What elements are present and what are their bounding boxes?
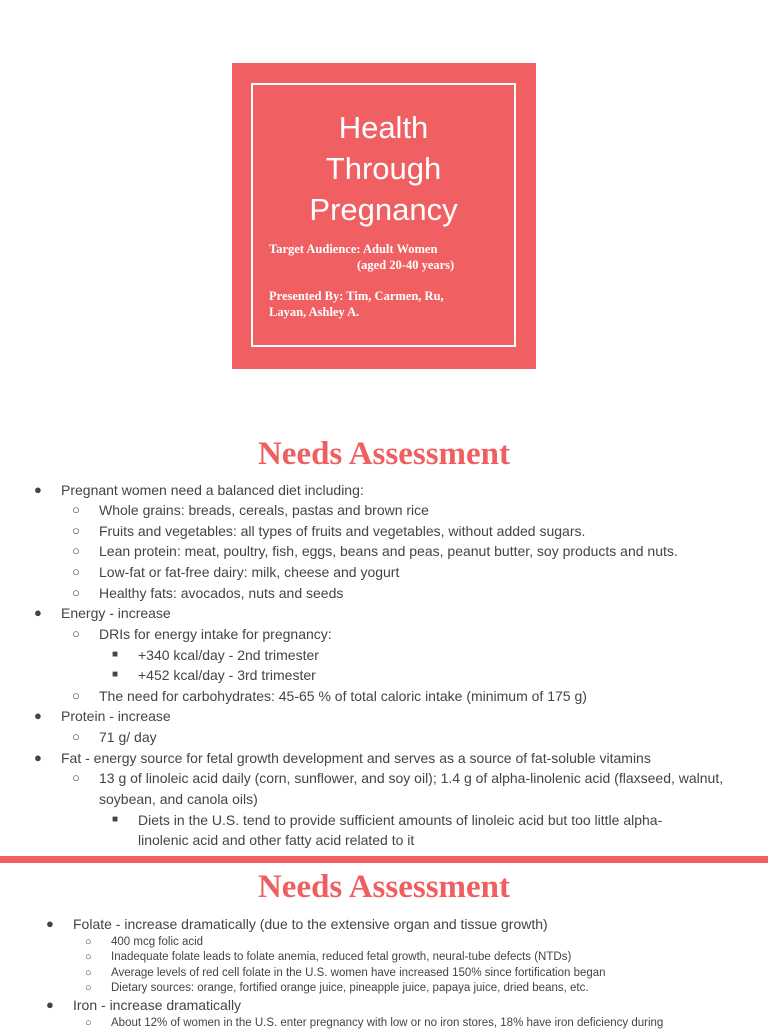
bullet-hollow: ○ — [72, 729, 80, 744]
bullet-hollow: ○ — [85, 951, 92, 963]
bullet-hollow: ○ — [72, 543, 80, 558]
list-item: Inadequate folate leads to folate anemia, reduced fetal growth, neural-tube defects (NTDs) — [111, 951, 572, 963]
list-item-continued: linolenic acid and other fatty acid related to it — [138, 832, 415, 848]
list-item: DRIs for energy intake for pregnancy: — [99, 626, 332, 642]
list-item: Healthy fats: avocados, nuts and seeds — [99, 585, 344, 601]
title-line: Pregnancy — [309, 192, 458, 227]
page-divider — [0, 856, 768, 863]
list-item: Energy - increase — [61, 605, 171, 621]
bullet-hollow: ○ — [85, 967, 92, 979]
section-heading: Needs Assessment — [257, 436, 511, 472]
target-audience: Target Audience: Adult Women — [269, 242, 438, 256]
bullet-filled: ● — [46, 916, 54, 931]
list-item: 13 g of linoleic acid daily (corn, sunflower, and soy oil); 1.4 g of alpha-linolenic acid (flaxseed, walnut, — [99, 770, 724, 786]
bullet-square: ■ — [112, 649, 119, 660]
list-item: Low-fat or fat-free dairy: milk, cheese and yogurt — [99, 564, 400, 580]
list-item: The need for carbohydrates: 45-65 % of total caloric intake (minimum of 175 g) — [99, 688, 587, 704]
title-card — [232, 63, 536, 369]
list-item: 71 g/ day — [99, 729, 157, 745]
list-item: Fat - energy source for fetal growth development and serves as a source of fat-soluble vitamins — [61, 750, 651, 766]
list-item: Whole grains: breads, cereals, pastas and brown rice — [99, 502, 429, 518]
target-audience-age: (aged 20-40 years) — [357, 258, 455, 272]
bullet-hollow: ○ — [72, 688, 80, 703]
bullet-hollow: ○ — [72, 626, 80, 641]
bullet-hollow: ○ — [72, 523, 80, 538]
bullet-filled: ● — [34, 750, 42, 765]
list-item: Lean protein: meat, poultry, fish, eggs, beans and peas, peanut butter, soy products and nuts. — [99, 543, 678, 559]
bullet-filled: ● — [34, 708, 42, 723]
list-item-continued: soybean, and canola oils) — [99, 791, 258, 807]
list-item: +452 kcal/day - 3rd trimester — [138, 667, 316, 683]
bullet-hollow: ○ — [85, 936, 92, 948]
bullet-filled: ● — [34, 605, 42, 620]
list-item: +340 kcal/day - 2nd trimester — [138, 647, 319, 663]
bullet-hollow: ○ — [72, 770, 80, 785]
list-item: Fruits and vegetables: all types of fruits and vegetables, without added sugars. — [99, 523, 586, 539]
list-item: Diets in the U.S. tend to provide sufficient amounts of linoleic acid but too little alpha- — [138, 812, 663, 828]
list-item: Pregnant women need a balanced diet including: — [61, 482, 364, 498]
presenters-continued: Layan, Ashley A. — [269, 305, 360, 319]
list-item: Protein - increase — [61, 708, 171, 724]
bullet-filled: ● — [46, 997, 54, 1012]
bullet-hollow: ○ — [85, 1017, 92, 1029]
document-title — [253, 107, 514, 230]
title-line: Through — [325, 151, 442, 186]
list-item: About 12% of women in the U.S. enter pregnancy with low or no iron stores, 18% have iron deficiency during — [111, 1017, 664, 1029]
title-line: Health — [338, 110, 429, 145]
bullet-hollow: ○ — [72, 585, 80, 600]
title-card-frame — [251, 83, 516, 347]
list-item: Average levels of red cell folate in the U.S. women have increased 150% since fortification began — [111, 967, 606, 979]
bullet-hollow: ○ — [72, 502, 80, 517]
bullet-square: ■ — [112, 669, 119, 680]
section-heading: Needs Assessment — [257, 869, 511, 905]
list-item: Iron - increase dramatically — [73, 997, 242, 1013]
list-item: 400 mcg folic acid — [111, 936, 204, 948]
list-item: Dietary sources: orange, fortified orange juice, pineapple juice, papaya juice, dried beans, etc. — [111, 982, 589, 994]
list-item: Folate - increase dramatically (due to the extensive organ and tissue growth) — [73, 916, 548, 932]
bullet-hollow: ○ — [85, 982, 92, 994]
bullet-hollow: ○ — [72, 564, 80, 579]
bullet-filled: ● — [34, 482, 42, 497]
presenters: Presented By: Tim, Carmen, Ru, — [269, 289, 444, 303]
bullet-square: ■ — [112, 814, 119, 825]
